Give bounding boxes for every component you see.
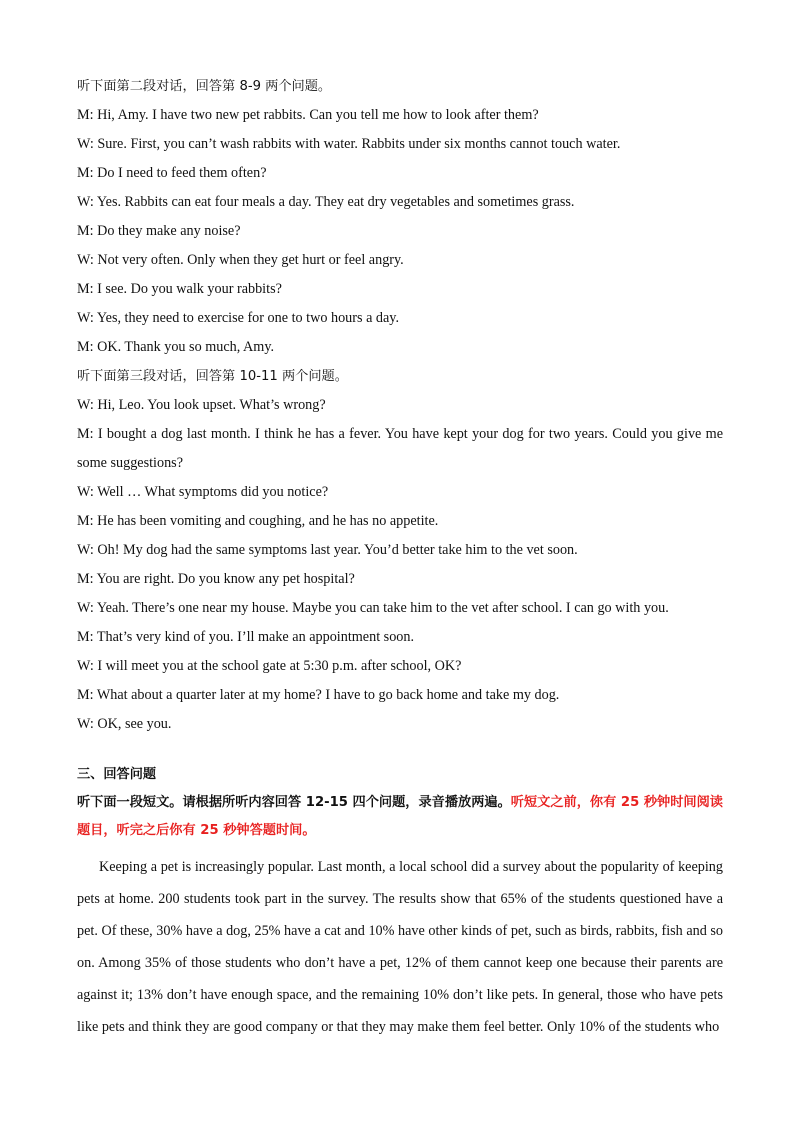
dialogue-line: W: Yes, they need to exercise for one to two hours a day. [77, 310, 400, 326]
dialogue-line: W: Sure. First, you can’t wash rabbits with water. Rabbits under six months cannot touch water. [77, 136, 621, 152]
dialogue-line: M: Hi, Amy. I have two new pet rabbits. Can you tell me how to look after them? [77, 107, 539, 123]
dialogue-line: W: Hi, Leo. You look upset. What’s wrong? [77, 397, 326, 413]
dialogue-line: W: Well … What symptoms did you notice? [77, 484, 329, 500]
document-page [77, 72, 723, 1043]
dialogue-line: M: I bought a dog last month. I think he has a fever. You have kept your dog for two years. Could you give me some suggestions? [77, 426, 723, 471]
dialogue-line: M: That’s very kind of you. I’ll make an appointment soon. [77, 629, 415, 645]
section-3-intro: 听下面第三段对话，回答第 10-11 两个问题。 [77, 369, 348, 384]
dialogue-line: M: OK. Thank you so much, Amy. [77, 339, 275, 355]
dialogue-line: W: I will meet you at the school gate at 5:30 p.m. after school, OK? [77, 658, 462, 674]
part-3-instruction [77, 789, 723, 845]
dialogue-line: W: OK, see you. [77, 716, 172, 732]
instruction-text: 听下面一段短文。请根据所听内容回答 12-15 四个问题，录音播放两遍。 [77, 795, 511, 810]
dialogue-line: M: I see. Do you walk your rabbits? [77, 281, 282, 297]
dialogue-line: M: He has been vomiting and coughing, and he has no appetite. [77, 513, 439, 529]
section-spacer [77, 739, 723, 761]
section-2-intro: 听下面第二段对话，回答第 8-9 两个问题。 [77, 79, 332, 94]
instruction-time-note: 听短文之前，你有 25 秒钟时间阅读题目，听完之后你有 25 秒钟答题时间。 [77, 795, 723, 838]
dialogue-line: W: Not very often. Only when they get hurt or feel angry. [77, 252, 404, 268]
dialogue-line: M: Do they make any noise? [77, 223, 241, 239]
listening-passage: Keeping a pet is increasingly popular. Last month, a local school did a survey about the popularity of keeping pets at home. 200 students took part in the survey. The results show that 65% of the students questioned have a pet. Of these, 30% have a dog, 25% have a cat and 10% have other kinds of pet, such as birds, rabbits, fish and so on. Among 35% of those students who don’t have a pet, 12% of them cannot keep one because their parents are against it; 13% don’t have enough space, and the remaining 10% don’t like pets. In general, those who have pets like pets and think they are good company or that they may make them feel better. Only 10% of the students who [77, 859, 723, 1035]
dialogue-line: M: What about a quarter later at my home? I have to go back home and take my dog. [77, 687, 560, 703]
dialogue-line: M: Do I need to feed them often? [77, 165, 267, 181]
dialogue-line: M: You are right. Do you know any pet hospital? [77, 571, 355, 587]
dialogue-line: W: Oh! My dog had the same symptoms last year. You’d better take him to the vet soon. [77, 542, 578, 558]
part-3-heading: 三、回答问题 [77, 767, 157, 782]
dialogue-line: W: Yes. Rabbits can eat four meals a day. They eat dry vegetables and sometimes grass. [77, 194, 575, 210]
dialogue-line: W: Yeah. There’s one near my house. Maybe you can take him to the vet after school. I can go with you. [77, 600, 669, 616]
